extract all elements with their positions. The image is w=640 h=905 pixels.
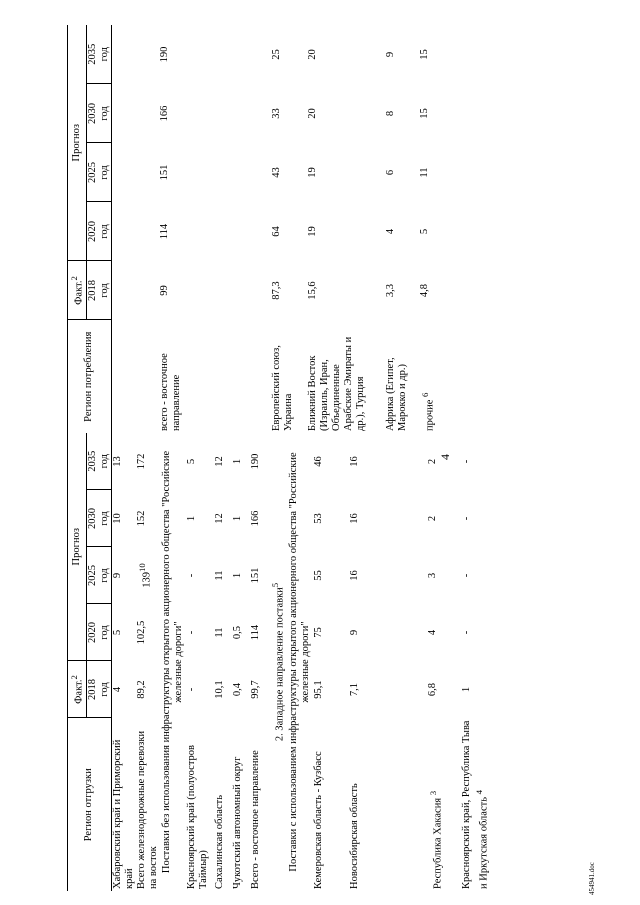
cell-value: [136, 547, 160, 604]
footnote-ref: 3: [428, 790, 438, 796]
year-label: 2018: [86, 679, 98, 700]
cell-value: 13: [111, 456, 123, 467]
row-name: Всего железнодорожные перевозки на восток: [135, 730, 159, 889]
value-text: 139: [141, 572, 152, 588]
cell-value: 89,2: [135, 680, 147, 699]
header-fact: [68, 661, 87, 718]
table-row: [313, 433, 349, 891]
year-label: 2020: [86, 622, 98, 643]
cell-value: 114: [249, 624, 261, 641]
footnote-ref: 10: [136, 563, 147, 572]
header-year-2035: [86, 25, 111, 84]
row-name: Красноярский край (полуостров Таймыр): [185, 744, 209, 889]
header-year-2018: [86, 661, 111, 718]
section-caption: Поставки с использованием инфраструктуры открытого акционерного общества "Российские железные дороги": [288, 452, 311, 872]
cell-value: 20: [307, 108, 318, 119]
cell-value: -: [461, 573, 472, 578]
cell-value: 64: [271, 226, 282, 237]
cell-value: 152: [135, 510, 147, 527]
year-label: 2035: [86, 450, 98, 472]
table-row: [232, 433, 250, 891]
cell-value: 12: [213, 513, 225, 524]
cell-value: 3: [427, 572, 438, 579]
cell-value: 19: [307, 167, 318, 178]
cell-value: 11: [213, 627, 225, 638]
row-name-text: Республика Хакасия: [432, 797, 444, 889]
cell-value: 1: [231, 572, 243, 579]
right-table: [67, 25, 437, 433]
cell-value: 95,1: [313, 680, 324, 699]
cell-value: 166: [159, 105, 170, 122]
year-unit: год: [98, 165, 110, 180]
cell-value: 0,5: [231, 625, 243, 640]
header-forecast: Прогноз: [68, 25, 87, 261]
cell-value: 1: [461, 686, 472, 693]
row-name: всего - восточное направление: [159, 353, 182, 431]
row-name: [461, 718, 491, 891]
table-row: [419, 25, 437, 433]
section-row: [268, 433, 288, 891]
header-fact-label: Факт.: [73, 679, 85, 704]
cell-value: 53: [313, 513, 324, 524]
table-row: [271, 25, 307, 433]
cell-value: 11: [213, 570, 225, 581]
row-name: Сахалинская область: [213, 795, 225, 889]
header-year-2035: [86, 433, 111, 490]
cell-value: -: [185, 630, 197, 635]
cell-value: 16: [349, 456, 360, 467]
cell-value: 166: [249, 510, 261, 527]
cell-value: -: [461, 630, 472, 635]
year-unit: год: [98, 511, 110, 526]
cell-value: 15,6: [307, 281, 318, 300]
cell-value: 12: [213, 456, 225, 467]
left-table: [67, 433, 491, 891]
spacer: [235, 25, 271, 433]
section-row: [287, 433, 313, 891]
header-year-2020: [86, 202, 111, 261]
table-row: [385, 25, 419, 433]
footnote-ref: 2: [69, 276, 79, 281]
cell-value: -: [461, 516, 472, 521]
header-year-2030: [86, 84, 111, 143]
cell-value: 5: [185, 458, 197, 465]
row-name: Европейский союз, Украина: [271, 345, 294, 431]
cell-value: 172: [135, 453, 147, 470]
direction-heading-text: 2. Западное направление поставки: [274, 587, 285, 742]
cell-value: 19: [307, 226, 318, 237]
cell-value: 1: [231, 458, 243, 465]
row-name: Чукотский автономный округ: [231, 756, 243, 889]
cell-value: 114: [159, 223, 170, 240]
table-row: [111, 433, 136, 891]
cell-value: 20: [307, 49, 318, 60]
header-year-2018: [86, 261, 111, 320]
cell-value: 9: [111, 572, 123, 579]
row-name: Ближний Восток (Израиль, Иран, Объединенные Арабские Эмираты и др.), Турция: [307, 336, 366, 431]
year-label: 2020: [86, 221, 98, 242]
direction-heading: [268, 433, 288, 891]
year-label: 2035: [86, 43, 98, 65]
cell-value: 15: [419, 108, 430, 119]
year-unit: год: [98, 106, 110, 121]
cell-value: 11: [419, 167, 430, 178]
header-year-2030: [86, 490, 111, 547]
row-name: Кемеровская область - Кузбасс: [313, 751, 324, 889]
table-row: [235, 25, 271, 433]
cell-value: 102,5: [135, 620, 147, 645]
cell-value: 151: [249, 567, 261, 584]
cell-value: 7,1: [349, 682, 360, 697]
cell-value: 0,4: [231, 682, 243, 697]
cell-value: 1: [231, 515, 243, 522]
cell-value: 43: [271, 167, 282, 178]
table-row: [186, 433, 214, 891]
cell-value: 55: [313, 570, 324, 581]
footnote-ref: 5: [269, 582, 280, 588]
year-label: 2025: [86, 565, 98, 586]
table-row: [250, 433, 268, 891]
table-row: [461, 433, 491, 891]
header-region: Регион отгрузки: [68, 718, 112, 891]
table-row: [159, 25, 235, 433]
cell-value: 5: [111, 629, 123, 636]
spacer: [111, 25, 159, 433]
row-name: [427, 718, 461, 891]
year-unit: год: [98, 625, 110, 640]
cell-value: 190: [249, 453, 261, 470]
cell-value: 16: [349, 570, 360, 581]
header-fact-label: Факт.: [73, 280, 85, 305]
cell-value: 3,3: [385, 283, 396, 298]
section-caption: Поставки без использования инфраструктуры открытого акционерного общества "Российские железные дороги": [160, 450, 184, 874]
year-unit: год: [98, 568, 110, 583]
header-forecast: Прогноз: [68, 433, 87, 661]
page-number: 4: [438, 454, 452, 460]
document-filename: 454941.doc: [588, 862, 596, 895]
table-row: [111, 25, 159, 433]
cell-value: 75: [313, 627, 324, 638]
header-year-2025: [86, 143, 111, 202]
cell-value: 99,7: [249, 680, 261, 699]
cell-value: 87,3: [271, 281, 282, 300]
year-label: 2030: [86, 508, 98, 529]
section-row: [160, 433, 186, 891]
year-label: 2025: [86, 162, 98, 183]
cell-value: 5: [419, 228, 430, 235]
cell-value: 6: [385, 169, 396, 176]
year-unit: год: [98, 454, 110, 469]
row-name-text: прочие: [424, 399, 436, 431]
footnote-ref: 4: [474, 790, 484, 795]
cell-value: 1: [185, 515, 197, 522]
year-unit: год: [98, 47, 110, 62]
cell-value: 6,8: [427, 682, 438, 697]
footnote-ref: 2: [69, 675, 79, 680]
table-row: [349, 433, 427, 891]
cell-value: 99: [159, 285, 170, 296]
table-row: [136, 433, 160, 891]
table-row: [427, 433, 461, 891]
cell-value: 190: [159, 46, 170, 63]
cell-value: 8: [385, 110, 396, 117]
header-region-consumption: Регион потребления: [68, 320, 112, 433]
cell-value: 4: [111, 686, 123, 693]
table-row: [214, 433, 232, 891]
cell-value: 2: [427, 458, 438, 465]
cell-value: 46: [313, 456, 324, 467]
row-name-text: Красноярский край, Республика Тыва и Иркутская область: [461, 720, 490, 889]
row-name: Всего - восточное направление: [249, 750, 261, 889]
header-year-2025: [86, 547, 111, 604]
cell-value: 15: [419, 49, 430, 60]
header-fact: [68, 261, 87, 320]
cell-value: 4,8: [419, 283, 430, 298]
year-unit: год: [98, 224, 110, 239]
cell-value: 151: [159, 164, 170, 181]
row-name: [419, 320, 437, 433]
table-row: [307, 25, 385, 433]
cell-value: 10: [111, 513, 123, 524]
row-name: Хабаровский край и Приморский край: [111, 739, 135, 889]
year-unit: год: [98, 283, 110, 298]
cell-value: 16: [349, 513, 360, 524]
cell-value: 2: [427, 515, 438, 522]
footnote-ref: 6: [420, 392, 430, 397]
cell-value: 4: [385, 228, 396, 235]
year-label: 2030: [86, 103, 98, 124]
row-name: Новосибирская область: [349, 783, 360, 889]
year-unit: год: [98, 682, 110, 697]
cell-value: 25: [271, 49, 282, 60]
cell-value: -: [185, 573, 197, 578]
cell-value: 9: [385, 51, 396, 58]
cell-value: 9: [349, 629, 360, 636]
cell-value: 4: [427, 629, 438, 636]
cell-value: -: [185, 687, 197, 692]
header-year-2020: [86, 604, 111, 661]
cell-value: 33: [271, 108, 282, 119]
row-name: Африка (Египет, Марокко и др.): [385, 357, 408, 431]
year-label: 2018: [86, 280, 98, 301]
cell-value: -: [461, 459, 472, 464]
cell-value: 10,1: [213, 680, 225, 699]
